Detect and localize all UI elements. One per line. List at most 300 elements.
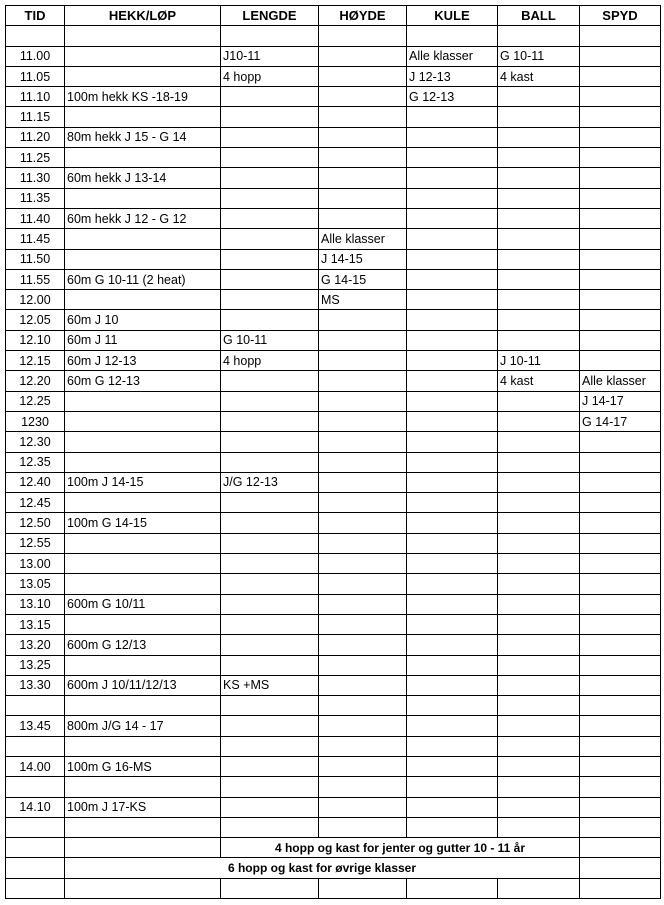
table-cell [65,391,221,411]
table-cell [407,594,498,614]
col-header-hoyde: HØYDE [319,6,407,26]
table-cell [407,513,498,533]
table-cell [319,411,407,431]
table-cell [580,208,661,228]
table-cell [498,208,580,228]
table-cell [407,208,498,228]
time-cell: 11.00 [6,46,65,66]
time-cell: 11.20 [6,127,65,147]
table-cell [221,127,319,147]
table-row [6,472,661,492]
table-cell [319,148,407,168]
table-cell [407,675,498,695]
table-cell [319,66,407,86]
table-cell [498,310,580,330]
table-cell [319,168,407,188]
col-header-hekk-lop: HEKK/LØP [65,6,221,26]
time-cell: 12.10 [6,330,65,350]
table-row [6,229,661,249]
time-cell: 11.55 [6,269,65,289]
table-cell [498,655,580,675]
table-cell: Alle klasser [319,229,407,249]
table-cell [407,736,498,756]
table-row [6,168,661,188]
time-cell: 11.30 [6,168,65,188]
table-row [6,594,661,614]
table-cell [221,452,319,472]
table-cell: 60m G 12-13 [65,371,221,391]
table-cell [6,878,65,898]
table-cell [580,472,661,492]
table-cell [319,493,407,513]
table-row [6,188,661,208]
table-cell: G 12-13 [407,87,498,107]
table-cell [498,127,580,147]
table-cell [407,655,498,675]
table-cell [319,594,407,614]
table-cell [221,594,319,614]
col-header-spyd: SPYD [580,6,661,26]
col-header-kule: KULE [407,6,498,26]
table-cell: 800m J/G 14 - 17 [65,716,221,736]
table-cell: G 14-17 [580,411,661,431]
table-cell [580,168,661,188]
table-cell [498,330,580,350]
table-cell: KS +MS [221,675,319,695]
table-cell [221,756,319,776]
table-row [6,614,661,634]
table-cell [221,574,319,594]
table-cell [221,249,319,269]
table-cell [65,696,221,716]
time-cell: 11.05 [6,66,65,86]
table-cell [221,148,319,168]
table-row [6,655,661,675]
table-cell: G 10-11 [498,46,580,66]
table-cell [580,107,661,127]
table-cell [580,493,661,513]
table-cell: 600m G 10/11 [65,594,221,614]
table-cell [580,736,661,756]
table-row [6,513,661,533]
table-cell [407,432,498,452]
table-cell [498,635,580,655]
table-cell [6,858,65,878]
table-cell [580,675,661,695]
time-cell [6,736,65,756]
table-cell [407,290,498,310]
table-cell [407,614,498,634]
table-cell [498,594,580,614]
time-cell: 13.15 [6,614,65,634]
table-cell: 60m hekk J 12 - G 12 [65,208,221,228]
note-row-1 [6,838,661,858]
table-cell [221,513,319,533]
table-cell [407,148,498,168]
table-cell [498,411,580,431]
table-cell [221,777,319,797]
blank-footer-row [6,878,661,898]
table-cell [221,371,319,391]
table-cell [498,107,580,127]
table-cell [580,351,661,371]
table-cell [580,432,661,452]
time-cell: 12.35 [6,452,65,472]
table-cell [319,554,407,574]
table-cell [407,554,498,574]
table-cell [580,594,661,614]
table-cell: G 10-11 [221,330,319,350]
table-cell [221,411,319,431]
table-cell [498,817,580,837]
table-cell [580,127,661,147]
table-cell [221,554,319,574]
table-cell [65,878,221,898]
table-row [6,310,661,330]
schedule-body [6,26,661,838]
table-cell [498,269,580,289]
table-cell [65,655,221,675]
table-cell [65,554,221,574]
table-cell [498,716,580,736]
table-cell [221,310,319,330]
table-cell [580,26,661,46]
table-cell [407,371,498,391]
table-cell [580,777,661,797]
table-cell [319,452,407,472]
table-cell [407,878,498,898]
time-cell: 12.30 [6,432,65,452]
table-cell [221,107,319,127]
table-cell [319,26,407,46]
table-cell [65,614,221,634]
time-cell [6,26,65,46]
table-cell [319,87,407,107]
time-cell: 13.00 [6,554,65,574]
table-cell [221,87,319,107]
table-cell [407,635,498,655]
table-cell: 100m J 17-KS [65,797,221,817]
table-row [6,351,661,371]
table-cell: J 10-11 [498,351,580,371]
table-cell [221,736,319,756]
table-cell [580,554,661,574]
table-row [6,756,661,776]
table-cell: 60m G 10-11 (2 heat) [65,269,221,289]
table-row [6,66,661,86]
table-cell: J 12-13 [407,66,498,86]
table-cell [319,777,407,797]
table-cell: J 14-17 [580,391,661,411]
table-cell [65,574,221,594]
table-row [6,493,661,513]
time-cell: 14.10 [6,797,65,817]
table-row [6,716,661,736]
table-cell [65,777,221,797]
table-cell: Alle klasser [580,371,661,391]
table-cell [221,391,319,411]
table-cell [319,330,407,350]
table-cell [498,736,580,756]
table-cell [498,87,580,107]
table-cell [319,533,407,553]
table-cell [319,635,407,655]
table-cell [319,614,407,634]
table-cell [65,736,221,756]
table-cell [498,472,580,492]
table-cell: 4 kast [498,66,580,86]
table-cell [319,188,407,208]
table-cell [319,513,407,533]
table-cell [319,432,407,452]
table-cell [580,66,661,86]
table-cell [407,696,498,716]
table-cell [319,127,407,147]
table-cell [498,513,580,533]
table-row [6,107,661,127]
table-cell: 100m J 14-15 [65,472,221,492]
table-cell [221,817,319,837]
table-cell [498,188,580,208]
table-cell [407,533,498,553]
table-cell [580,756,661,776]
table-cell [65,290,221,310]
table-cell [319,675,407,695]
table-cell [221,696,319,716]
table-row [6,391,661,411]
table-cell [319,716,407,736]
table-cell [319,46,407,66]
time-cell: 13.05 [6,574,65,594]
table-cell [319,655,407,675]
table-cell [580,330,661,350]
table-cell [221,493,319,513]
table-cell [498,696,580,716]
table-cell [498,675,580,695]
table-cell [319,756,407,776]
table-cell: 60m J 12-13 [65,351,221,371]
table-cell [498,777,580,797]
table-cell [407,777,498,797]
table-cell [407,269,498,289]
time-cell: 13.45 [6,716,65,736]
table-row [6,554,661,574]
table-cell [319,472,407,492]
time-cell: 12.55 [6,533,65,553]
table-cell [498,432,580,452]
table-row [6,148,661,168]
table-cell [319,878,407,898]
table-row [6,696,661,716]
time-cell: 11.35 [6,188,65,208]
table-cell: 60m J 10 [65,310,221,330]
table-row [6,87,661,107]
table-cell [407,188,498,208]
time-cell: 12.05 [6,310,65,330]
table-cell: G 14-15 [319,269,407,289]
table-cell [498,797,580,817]
table-cell [65,66,221,86]
table-cell [407,229,498,249]
table-cell [319,208,407,228]
table-cell [65,432,221,452]
table-cell [580,838,661,858]
table-cell [580,797,661,817]
table-cell [407,716,498,736]
table-cell [498,533,580,553]
note-line-1: 4 hopp og kast for jenter og gutter 10 - 11 år [221,838,580,858]
table-cell [319,797,407,817]
table-cell [407,452,498,472]
time-cell: 11.50 [6,249,65,269]
table-cell [580,614,661,634]
table-cell [221,432,319,452]
table-cell [221,797,319,817]
table-cell [221,188,319,208]
table-row [6,675,661,695]
note-row-2 [6,858,661,878]
table-row [6,797,661,817]
table-row [6,736,661,756]
table-cell: J 14-15 [319,249,407,269]
table-cell: 100m hekk KS -18-19 [65,87,221,107]
table-cell [65,107,221,127]
time-cell [6,777,65,797]
table-cell: 600m G 12/13 [65,635,221,655]
table-cell [65,411,221,431]
time-cell: 11.15 [6,107,65,127]
table-cell [580,87,661,107]
table-row [6,371,661,391]
time-cell [6,696,65,716]
table-row [6,574,661,594]
table-cell [498,249,580,269]
table-cell [580,513,661,533]
table-cell [407,797,498,817]
table-cell: Alle klasser [407,46,498,66]
table-cell [65,249,221,269]
time-cell: 13.20 [6,635,65,655]
table-row [6,208,661,228]
table-cell [407,107,498,127]
table-cell [580,878,661,898]
table-cell [580,290,661,310]
table-cell [498,574,580,594]
table-cell [498,290,580,310]
table-cell [221,290,319,310]
time-cell: 12.15 [6,351,65,371]
table-cell [580,269,661,289]
time-cell: 14.00 [6,756,65,776]
table-cell [407,756,498,776]
table-cell [6,838,65,858]
table-cell [319,574,407,594]
table-cell [319,351,407,371]
col-header-tid: TID [6,6,65,26]
table-cell [407,493,498,513]
table-cell [319,391,407,411]
table-cell [580,574,661,594]
table-cell [221,168,319,188]
table-cell [221,26,319,46]
table-row [6,269,661,289]
time-cell: 12.50 [6,513,65,533]
table-cell [498,168,580,188]
table-row [6,533,661,553]
table-cell [65,188,221,208]
table-cell: MS [319,290,407,310]
table-cell [65,26,221,46]
table-cell [319,310,407,330]
table-cell [221,655,319,675]
table-cell [319,107,407,127]
time-cell: 11.10 [6,87,65,107]
table-cell [65,493,221,513]
time-cell: 11.25 [6,148,65,168]
table-cell [65,452,221,472]
time-cell: 11.45 [6,229,65,249]
table-cell [498,229,580,249]
table-cell [498,554,580,574]
table-cell [498,756,580,776]
note-line-2: 6 hopp og kast for øvrige klasser [65,858,580,878]
table-cell [407,249,498,269]
table-cell [407,411,498,431]
table-row [6,411,661,431]
table-cell [221,878,319,898]
table-cell [580,229,661,249]
table-cell [319,817,407,837]
table-row [6,817,661,837]
schedule-table [5,5,661,899]
table-cell [580,188,661,208]
time-cell: 12.40 [6,472,65,492]
table-cell [221,716,319,736]
table-cell [407,310,498,330]
table-cell [498,878,580,898]
table-cell [407,574,498,594]
table-cell: 4 hopp [221,66,319,86]
table-cell [498,391,580,411]
table-cell [407,351,498,371]
table-cell: J/G 12-13 [221,472,319,492]
table-row [6,452,661,472]
table-cell [498,148,580,168]
table-cell [498,614,580,634]
table-cell [580,817,661,837]
table-cell: 4 kast [498,371,580,391]
time-cell: 1230 [6,411,65,431]
table-cell [65,229,221,249]
table-cell [221,208,319,228]
table-cell [498,493,580,513]
table-cell [580,533,661,553]
table-row [6,777,661,797]
time-cell: 12.25 [6,391,65,411]
table-cell [580,655,661,675]
time-cell: 13.30 [6,675,65,695]
table-row [6,127,661,147]
table-cell: 80m hekk J 15 - G 14 [65,127,221,147]
table-cell [407,127,498,147]
col-header-lengde: LENGDE [221,6,319,26]
time-cell: 13.25 [6,655,65,675]
time-cell: 13.10 [6,594,65,614]
table-row [6,290,661,310]
table-cell: 100m G 14-15 [65,513,221,533]
table-cell [498,452,580,472]
time-cell: 12.45 [6,493,65,513]
